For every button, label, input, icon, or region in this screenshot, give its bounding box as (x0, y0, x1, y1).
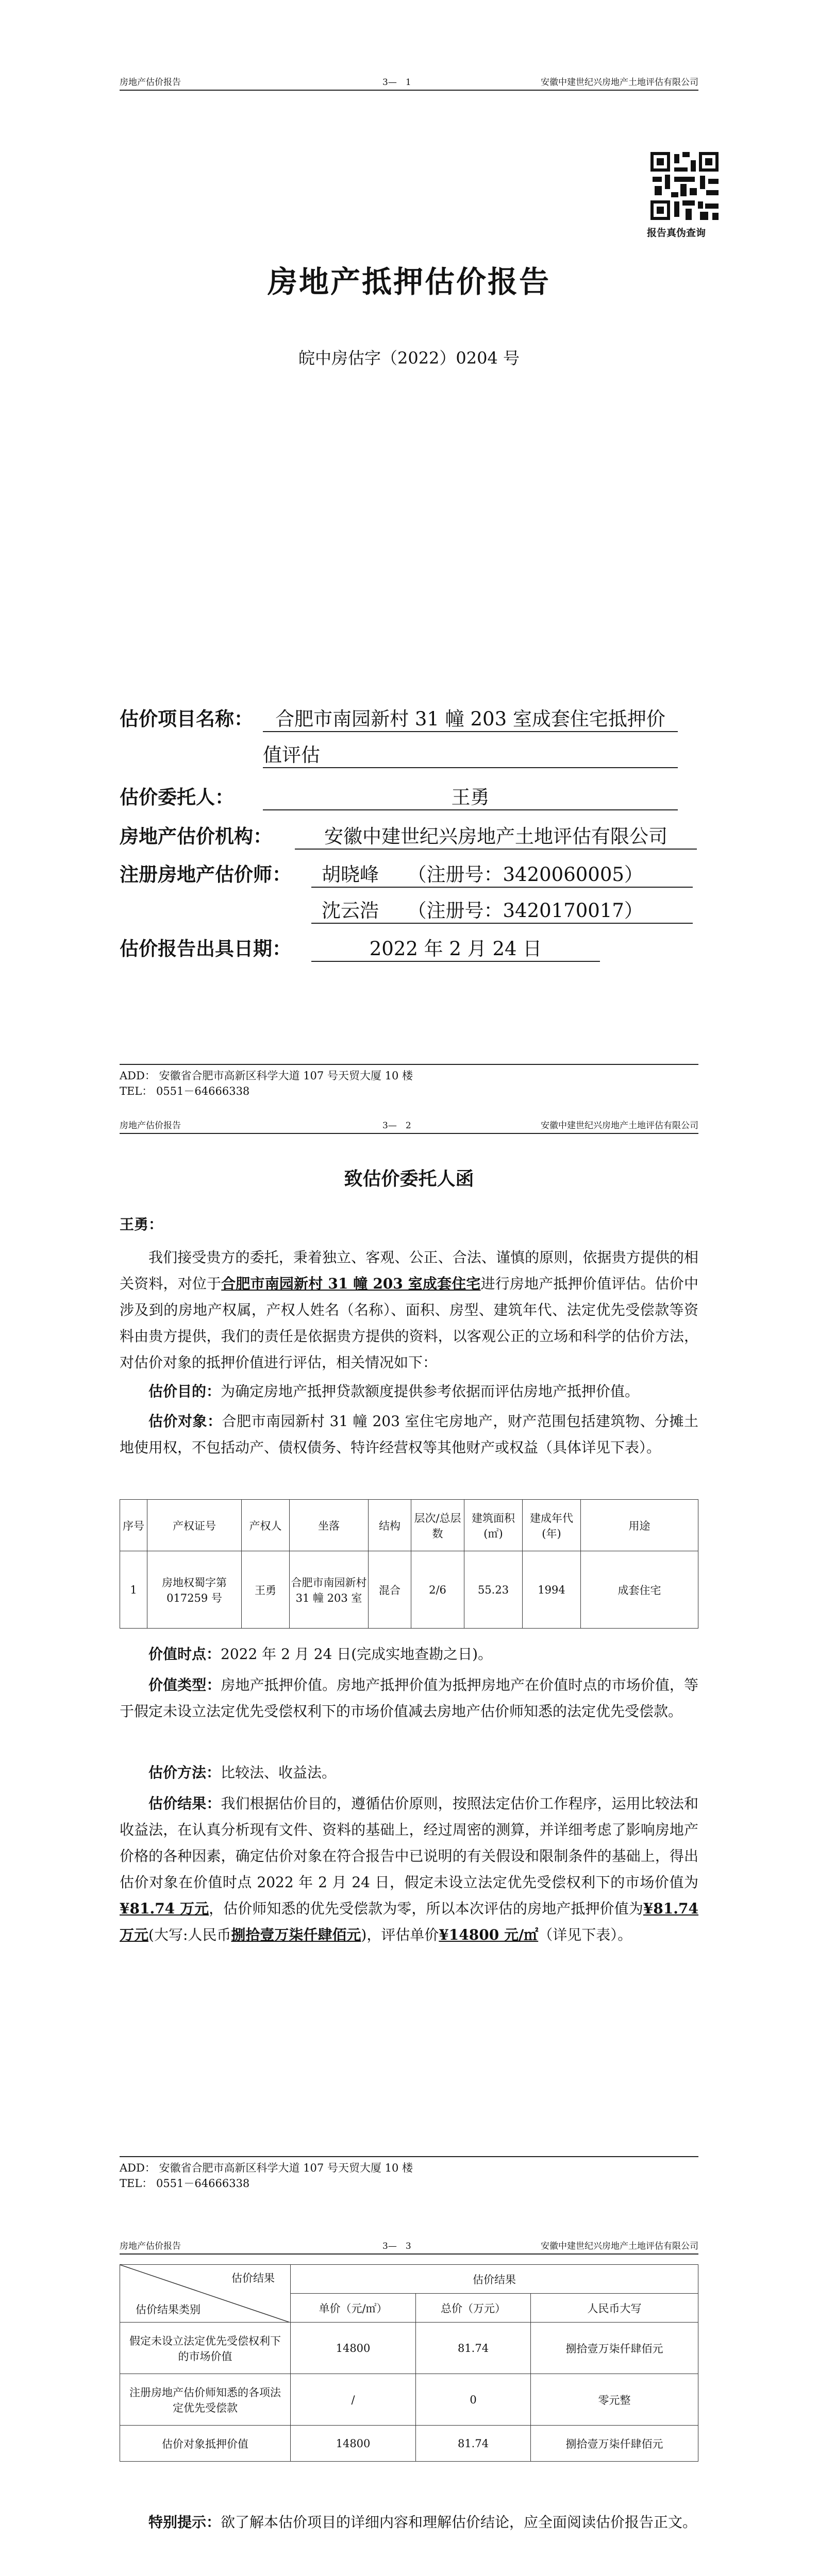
table-cell: 估价对象抵押价值 (120, 2426, 291, 2462)
cover-project-value-cont: 值评估 (263, 739, 678, 768)
header-left: 房地产估价报告 (120, 1121, 181, 1131)
page-results (0, 2236, 818, 2576)
report-number: 皖中房估字（2022）0204 号 (298, 348, 520, 368)
table-cell: 合肥市南园新村 31 幢 203 室 (290, 1551, 369, 1629)
diagonal-corner-cell (120, 2265, 291, 2323)
table-cell: 1 (120, 1551, 147, 1629)
cover-appraiser-1: 胡晓峰 （注册号：3420060005） (311, 859, 693, 888)
table-cell: 14800 (291, 2323, 416, 2374)
cover-date-label: 估价报告出具日期： (120, 937, 291, 960)
table-header: 人民币大写 (531, 2294, 698, 2323)
table-header: 序号 (120, 1500, 147, 1551)
footer-tel: TEL： 0551－64666338 (120, 2177, 250, 2190)
page-header (120, 1115, 698, 1134)
table-cell: / (291, 2374, 416, 2426)
table-cell: 混合 (369, 1551, 411, 1629)
table-cell: 14800 (291, 2426, 416, 2462)
cover-agency-value: 安徽中建世纪兴房地产土地评估有限公司 (295, 821, 697, 850)
header-left: 房地产估价报告 (120, 77, 181, 88)
property-address: 合肥市南园新村 31 幢 203 室成套住宅 (221, 1275, 481, 1292)
table-row (120, 1551, 698, 1629)
letter-purpose: 估价目的：为确定房地产抵押贷款额度提供参考依据而评估房地产抵押价值。 (148, 1383, 640, 1400)
table-cell: 捌拾壹万柒仟肆佰元 (531, 2426, 698, 2462)
table-header: 估价结果 (291, 2265, 698, 2294)
table-header: 产权人 (242, 1500, 290, 1551)
table-cell: 零元整 (531, 2374, 698, 2426)
page-footer (120, 2156, 698, 2196)
table-cell: 0 (416, 2374, 531, 2426)
letter-salutation: 王勇： (120, 1216, 163, 1233)
table-cell: 81.74 (416, 2323, 531, 2374)
corner-bottom-label: 估价结果类别 (136, 2303, 201, 2316)
footer-tel: TEL： 0551－64666338 (120, 1085, 250, 1097)
table-cell: 假定未设立法定优先受偿权利下的市场价值 (120, 2323, 291, 2374)
report-title: 房地产抵押估价报告 (267, 264, 550, 299)
page-footer (120, 1064, 698, 1104)
cover-agency-label: 房地产估价机构： (120, 825, 272, 848)
cover-date-value: 2022 年 2 月 24 日 (311, 933, 600, 962)
table-cell: 房地权蜀字第 017259 号 (147, 1551, 242, 1629)
page-letter (0, 1115, 818, 2223)
table-row (120, 2374, 698, 2426)
table-header: 层次/总层数 (411, 1500, 464, 1551)
object-table (120, 1499, 698, 1629)
table-header: 建筑面积(㎡) (464, 1500, 523, 1551)
header-right: 安徽中建世纪兴房地产土地评估有限公司 (541, 2241, 698, 2251)
table-header: 坐落 (290, 1500, 369, 1551)
table-header: 结构 (369, 1500, 411, 1551)
table-header-row (120, 2265, 698, 2294)
qr-code[interactable] (650, 152, 719, 220)
table-cell: 2/6 (411, 1551, 464, 1629)
page-header (120, 2236, 698, 2255)
qr-caption: 报告真伪查询 (647, 227, 706, 239)
letter-value-type: 价值类型：房地产抵押价值。房地产抵押价值为抵押房地产在价值时点的市场价值，等于假定未设立法定优先受偿权利下的市场价值减去房地产估价师知悉的法定优先受偿款。 (120, 1676, 698, 1720)
table-cell: 成套住宅 (581, 1551, 698, 1629)
corner-top-label: 估价结果 (231, 2272, 275, 2284)
table-cell: 王勇 (242, 1551, 290, 1629)
header-left: 房地产估价报告 (120, 2241, 181, 2251)
table-header: 建成年代(年) (523, 1500, 581, 1551)
table-header: 用途 (581, 1500, 698, 1551)
cover-appraiser-label: 注册房地产估价师： (120, 863, 291, 886)
table-header: 单价（元/㎡） (291, 2294, 416, 2323)
header-right: 安徽中建世纪兴房地产土地评估有限公司 (541, 1121, 698, 1131)
special-note: 特别提示：欲了解本估价项目的详细内容和理解估价结论，应全面阅读估价报告正文。 (148, 2514, 697, 2531)
result-table (120, 2264, 698, 2462)
table-header-row (120, 1500, 698, 1551)
table-cell: 81.74 (416, 2426, 531, 2462)
footer-address: ADD： 安徽省合肥市高新区科学大道 107 号天贸大厦 10 楼 (120, 1070, 413, 1082)
table-header: 产权证号 (147, 1500, 242, 1551)
cover-project-label: 估价项目名称： (120, 707, 253, 730)
table-cell: 55.23 (464, 1551, 523, 1629)
table-cell: 1994 (523, 1551, 581, 1629)
table-cell: 注册房地产估价师知悉的各项法定优先受偿款 (120, 2374, 291, 2426)
letter-date: 价值时点：2022 年 2 月 24 日(完成实地查勘之日)。 (148, 1646, 493, 1663)
table-cell: 捌拾壹万柒仟肆佰元 (531, 2323, 698, 2374)
header-page-number: 3— 2 (382, 1121, 411, 1131)
cover-client-value: 王勇 (263, 782, 678, 810)
letter-object: 估价对象：合肥市南园新村 31 幢 203 室住宅房地产，财产范围包括建筑物、分摊土地使用权，不包括动产、债权债务、特许经营权等其他财产或权益（具体详见下表）。 (120, 1413, 698, 1456)
letter-result: 估价结果：我们根据估价目的，遵循估价原则，按照法定估价工作程序，运用比较法和收益法，在认真分析现有文件、资料的基础上，经过周密的测算，并详细考虑了影响房地产价格的各种因素，确定估价对象在符合报告中已说明的有关假设和限制条件的基础上，得出估价对象在价值时点 2022 年 2 月 24 日，假定未设立法定优先受偿权利下的市场价值为¥81.74 万元，估价师知悉的优先受偿款为零，所以本次评估的房地产抵押价值为¥81.74 万元(大写:人民币捌拾壹万柒仟肆佰元)，评估单价¥14800 元/㎡（详见下表）。 (120, 1795, 698, 1943)
header-right: 安徽中建世纪兴房地产土地评估有限公司 (541, 77, 698, 88)
cover-project-value: 合肥市南园新村 31 幢 203 室成套住宅抵押价 (263, 703, 678, 732)
header-page-number: 3— 1 (382, 77, 411, 88)
letter-intro: 我们接受贵方的委托，秉着独立、客观、公正、合法、谨慎的原则，依据贵方提供的相关资料，对位于合肥市南园新村 31 幢 203 室成套住宅进行房地产抵押价值评估。估价中涉及到的房地产权属，产权人姓名（名称）、面积、房型、建筑年代、法定优先受偿款等资料由贵方提供，我们的责任是依据贵方提供的资料，以客观公正的立场和科学的估价方法，对估价对象的抵押价值进行评估，相关情况如下： (120, 1249, 698, 1371)
table-row (120, 2426, 698, 2462)
cover-client-label: 估价委托人： (120, 786, 234, 808)
letter-method: 估价方法：比较法、收益法。 (148, 1764, 337, 1781)
page-cover (0, 72, 818, 1103)
table-row (120, 2323, 698, 2374)
table-header: 总价（万元） (416, 2294, 531, 2323)
letter-title: 致估价委托人函 (344, 1168, 474, 1190)
page-header (120, 72, 698, 91)
header-page-number: 3— 3 (382, 2241, 411, 2251)
footer-address: ADD： 安徽省合肥市高新区科学大道 107 号天贸大厦 10 楼 (120, 2162, 413, 2174)
cover-appraiser-2: 沈云浩 （注册号：3420170017） (311, 895, 693, 924)
